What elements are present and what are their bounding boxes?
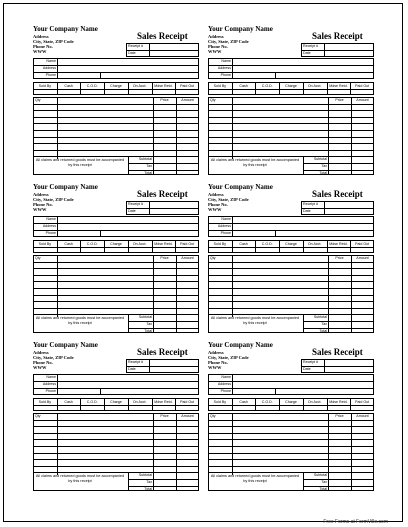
table-row (208, 150, 374, 151)
table-row (33, 275, 199, 276)
divider (208, 65, 374, 66)
table-row (33, 453, 199, 454)
customer-phone-label: Phone (45, 389, 56, 393)
customer-phone-label: Phone (45, 73, 56, 77)
divider (324, 201, 325, 215)
customer-name-label: Name (46, 375, 56, 379)
date-label: Date (128, 51, 136, 55)
total-label: Total (319, 170, 327, 175)
company-city-state-zip: City, State, ZIP Code (33, 355, 74, 360)
table-row (33, 137, 199, 138)
date-label: Date (128, 209, 136, 213)
table-row (208, 314, 374, 315)
table-row (33, 314, 199, 315)
qty-header: Qty (210, 256, 216, 260)
receipt-title: Sales Receipt (312, 189, 363, 199)
payment-header-4: On Acct. (307, 83, 322, 88)
qty-header: Qty (210, 414, 216, 418)
company-phone: Phone No. (208, 44, 228, 49)
subtotal-label: Subtotal (313, 157, 327, 162)
company-address: Address (33, 34, 49, 39)
total-label: Total (144, 328, 152, 333)
customer-address-label: Address (217, 382, 231, 386)
sales-receipt (208, 25, 374, 183)
payment-header-5: Mdse Retd. (329, 241, 348, 246)
receipt-number-label: Receipt # (128, 360, 144, 364)
payment-header-2: C.O.D. (261, 241, 273, 246)
divider (208, 89, 374, 90)
table-row (33, 420, 199, 421)
payment-header-1: Cash (239, 241, 248, 246)
payment-header-2: C.O.D. (261, 83, 273, 88)
company-phone: Phone No. (208, 360, 228, 365)
divider (275, 388, 276, 395)
customer-name-label: Name (46, 217, 56, 221)
payment-header-0: Sold By (213, 83, 227, 88)
divider (324, 359, 325, 373)
table-row (208, 453, 374, 454)
date-label: Date (128, 367, 136, 371)
payment-header-3: Charge (285, 399, 297, 404)
table-row (208, 281, 374, 282)
payment-header-3: Charge (110, 241, 122, 246)
company-address: Address (208, 350, 224, 355)
divider (126, 366, 199, 367)
table-row (33, 104, 199, 105)
payment-header-2: C.O.D. (86, 241, 98, 246)
total-label: Total (144, 486, 152, 491)
amount-header: Amount (356, 414, 369, 418)
table-row (208, 156, 374, 157)
customer-name-label: Name (221, 375, 231, 379)
amount-header: Amount (356, 256, 369, 260)
divider (301, 50, 374, 51)
table-row (33, 262, 199, 263)
price-header: Price (335, 414, 344, 418)
table-row (208, 308, 374, 309)
company-address-block (208, 34, 249, 54)
payment-header-3: Charge (285, 83, 297, 88)
claims-note: All claims and returned goods must be accompanied by this receipt (35, 474, 125, 484)
table-row (208, 446, 374, 447)
tax-label: Tax (321, 322, 327, 326)
customer-address-label: Address (217, 66, 231, 70)
amount-header: Amount (181, 414, 194, 418)
footer-credit: Free Forms at FormVille.com (323, 519, 388, 525)
table-row (208, 466, 374, 467)
payment-header-3: Charge (110, 83, 122, 88)
subtotal-label: Subtotal (313, 315, 327, 320)
customer-address-label: Address (42, 224, 56, 228)
payment-header-0: Sold By (213, 241, 227, 246)
table-row (33, 143, 199, 144)
divider (149, 43, 150, 57)
price-header: Price (160, 256, 169, 260)
customer-phone-label: Phone (45, 231, 56, 235)
table-row (33, 110, 199, 111)
payment-header-4: On Acct. (307, 399, 322, 404)
company-www: WWW (208, 207, 222, 212)
table-row (33, 288, 199, 289)
divider (100, 72, 101, 79)
payment-header-2: C.O.D. (86, 83, 98, 88)
table-row (33, 117, 199, 118)
company-name: Your Company Name (208, 25, 273, 33)
company-phone: Phone No. (33, 44, 53, 49)
table-row (33, 281, 199, 282)
table-row (33, 150, 199, 151)
payment-header-0: Sold By (213, 399, 227, 404)
company-phone: Phone No. (33, 360, 53, 365)
date-label: Date (303, 367, 311, 371)
divider (100, 230, 101, 237)
payment-header-1: Cash (64, 241, 73, 246)
claims-note: All claims and returned goods must be accompanied by this receipt (35, 316, 125, 326)
table-row (208, 130, 374, 131)
divider (208, 405, 374, 406)
divider (301, 366, 374, 367)
price-header: Price (335, 98, 344, 102)
payment-header-4: On Acct. (307, 241, 322, 246)
company-address: Address (33, 192, 49, 197)
claims-note: All claims and returned goods must be accompanied by this receipt (210, 474, 300, 484)
divider (33, 381, 199, 382)
qty-header: Qty (35, 256, 41, 260)
payment-header-6: Paid Out (180, 241, 195, 246)
table-row (33, 433, 199, 434)
customer-phone-label: Phone (220, 389, 231, 393)
payment-header-5: Mdse Retd. (154, 83, 173, 88)
payment-header-1: Cash (239, 399, 248, 404)
payment-header-0: Sold By (38, 241, 52, 246)
divider (33, 223, 199, 224)
receipt-number-label: Receipt # (303, 202, 319, 206)
payment-header-2: C.O.D. (86, 399, 98, 404)
total-label: Total (144, 170, 152, 175)
company-address: Address (208, 34, 224, 39)
customer-address-label: Address (42, 66, 56, 70)
divider (33, 388, 199, 389)
payment-header-3: Charge (285, 241, 297, 246)
table-row (208, 262, 374, 263)
payment-header-1: Cash (239, 83, 248, 88)
qty-header: Qty (35, 414, 41, 418)
company-name: Your Company Name (33, 183, 98, 191)
table-row (208, 123, 374, 124)
subtotal-label: Subtotal (138, 157, 152, 162)
company-address-block (33, 34, 74, 54)
claims-note: All claims and returned goods must be accompanied by this receipt (210, 158, 300, 168)
payment-header-5: Mdse Retd. (329, 399, 348, 404)
company-address-block (208, 192, 249, 212)
receipt-number-label: Receipt # (303, 44, 319, 48)
table-row (208, 459, 374, 460)
company-www: WWW (208, 365, 222, 370)
company-www: WWW (33, 49, 47, 54)
amount-header: Amount (181, 256, 194, 260)
company-city-state-zip: City, State, ZIP Code (33, 39, 74, 44)
qty-header: Qty (35, 98, 41, 102)
price-header: Price (160, 98, 169, 102)
company-www: WWW (208, 49, 222, 54)
divider (33, 230, 199, 231)
divider (208, 381, 374, 382)
company-name: Your Company Name (33, 341, 98, 349)
table-row (208, 433, 374, 434)
receipt-title: Sales Receipt (137, 31, 188, 41)
company-address-block (33, 350, 74, 370)
divider (33, 65, 199, 66)
tax-label: Tax (146, 164, 152, 168)
payment-header-2: C.O.D. (261, 399, 273, 404)
table-row (208, 110, 374, 111)
table-row (33, 156, 199, 157)
table-row (208, 104, 374, 105)
company-address: Address (208, 192, 224, 197)
company-address-block (208, 350, 249, 370)
receipt-number-label: Receipt # (128, 202, 144, 206)
payment-header-1: Cash (64, 399, 73, 404)
receipt-number-label: Receipt # (303, 360, 319, 364)
table-row (33, 446, 199, 447)
company-city-state-zip: City, State, ZIP Code (33, 197, 74, 202)
payment-header-0: Sold By (38, 399, 52, 404)
subtotal-label: Subtotal (313, 473, 327, 478)
sales-receipt (33, 183, 199, 341)
divider (232, 58, 233, 79)
tax-label: Tax (321, 164, 327, 168)
payment-header-6: Paid Out (355, 83, 370, 88)
receipt-title: Sales Receipt (137, 347, 188, 357)
divider (232, 216, 233, 237)
divider (33, 247, 199, 248)
payment-header-4: On Acct. (132, 399, 147, 404)
company-city-state-zip: City, State, ZIP Code (208, 39, 249, 44)
table-row (208, 137, 374, 138)
sales-receipt (33, 341, 199, 499)
company-www: WWW (33, 207, 47, 212)
claims-note: All claims and returned goods must be accompanied by this receipt (35, 158, 125, 168)
customer-phone-label: Phone (220, 231, 231, 235)
table-row (208, 288, 374, 289)
total-label: Total (319, 486, 327, 491)
company-phone: Phone No. (208, 202, 228, 207)
sales-receipt (208, 341, 374, 499)
claims-note: All claims and returned goods must be accompanied by this receipt (210, 316, 300, 326)
divider (57, 58, 58, 79)
table-row (208, 301, 374, 302)
divider (275, 230, 276, 237)
qty-header: Qty (210, 98, 216, 102)
table-row (208, 268, 374, 269)
sales-receipt (33, 25, 199, 183)
table-row (33, 308, 199, 309)
date-label: Date (303, 51, 311, 55)
payment-header-6: Paid Out (355, 241, 370, 246)
receipt-number-label: Receipt # (128, 44, 144, 48)
customer-address-label: Address (42, 382, 56, 386)
amount-header: Amount (181, 98, 194, 102)
divider (275, 72, 276, 79)
payment-header-5: Mdse Retd. (154, 399, 173, 404)
subtotal-label: Subtotal (138, 473, 152, 478)
table-row (33, 439, 199, 440)
divider (232, 374, 233, 395)
customer-name-label: Name (46, 59, 56, 63)
divider (149, 359, 150, 373)
table-row (33, 268, 199, 269)
company-name: Your Company Name (33, 25, 98, 33)
table-row (33, 426, 199, 427)
customer-address-label: Address (217, 224, 231, 228)
table-row (208, 439, 374, 440)
divider (126, 208, 199, 209)
payment-header-6: Paid Out (180, 83, 195, 88)
payment-header-5: Mdse Retd. (154, 241, 173, 246)
payment-header-1: Cash (64, 83, 73, 88)
divider (208, 72, 374, 73)
tax-label: Tax (146, 480, 152, 484)
amount-header: Amount (356, 98, 369, 102)
company-phone: Phone No. (33, 202, 53, 207)
table-row (33, 130, 199, 131)
divider (100, 388, 101, 395)
price-header: Price (160, 414, 169, 418)
table-row (33, 301, 199, 302)
table-row (208, 472, 374, 473)
table-row (208, 420, 374, 421)
divider (33, 72, 199, 73)
company-city-state-zip: City, State, ZIP Code (208, 355, 249, 360)
table-row (33, 123, 199, 124)
payment-header-6: Paid Out (355, 399, 370, 404)
company-www: WWW (33, 365, 47, 370)
company-name: Your Company Name (208, 183, 273, 191)
customer-phone-label: Phone (220, 73, 231, 77)
company-address: Address (33, 350, 49, 355)
payment-header-4: On Acct. (132, 83, 147, 88)
customer-name-label: Name (221, 59, 231, 63)
payment-header-6: Paid Out (180, 399, 195, 404)
table-row (33, 459, 199, 460)
table-row (33, 295, 199, 296)
divider (126, 50, 199, 51)
table-row (208, 295, 374, 296)
divider (301, 208, 374, 209)
payment-header-0: Sold By (38, 83, 52, 88)
table-row (208, 143, 374, 144)
date-label: Date (303, 209, 311, 213)
receipt-title: Sales Receipt (312, 31, 363, 41)
receipt-title: Sales Receipt (137, 189, 188, 199)
tax-label: Tax (146, 322, 152, 326)
tax-label: Tax (321, 480, 327, 484)
company-city-state-zip: City, State, ZIP Code (208, 197, 249, 202)
table-row (208, 275, 374, 276)
payment-header-3: Charge (110, 399, 122, 404)
table-row (208, 117, 374, 118)
divider (208, 230, 374, 231)
customer-name-label: Name (221, 217, 231, 221)
subtotal-label: Subtotal (138, 315, 152, 320)
company-name: Your Company Name (208, 341, 273, 349)
divider (208, 388, 374, 389)
divider (57, 374, 58, 395)
divider (208, 223, 374, 224)
divider (33, 405, 199, 406)
divider (149, 201, 150, 215)
divider (57, 216, 58, 237)
divider (208, 247, 374, 248)
payment-header-4: On Acct. (132, 241, 147, 246)
price-header: Price (335, 256, 344, 260)
table-row (33, 466, 199, 467)
receipt-title: Sales Receipt (312, 347, 363, 357)
total-label: Total (319, 328, 327, 333)
company-address-block (33, 192, 74, 212)
divider (33, 89, 199, 90)
sales-receipt (208, 183, 374, 341)
table-row (208, 426, 374, 427)
divider (324, 43, 325, 57)
table-row (33, 472, 199, 473)
payment-header-5: Mdse Retd. (329, 83, 348, 88)
